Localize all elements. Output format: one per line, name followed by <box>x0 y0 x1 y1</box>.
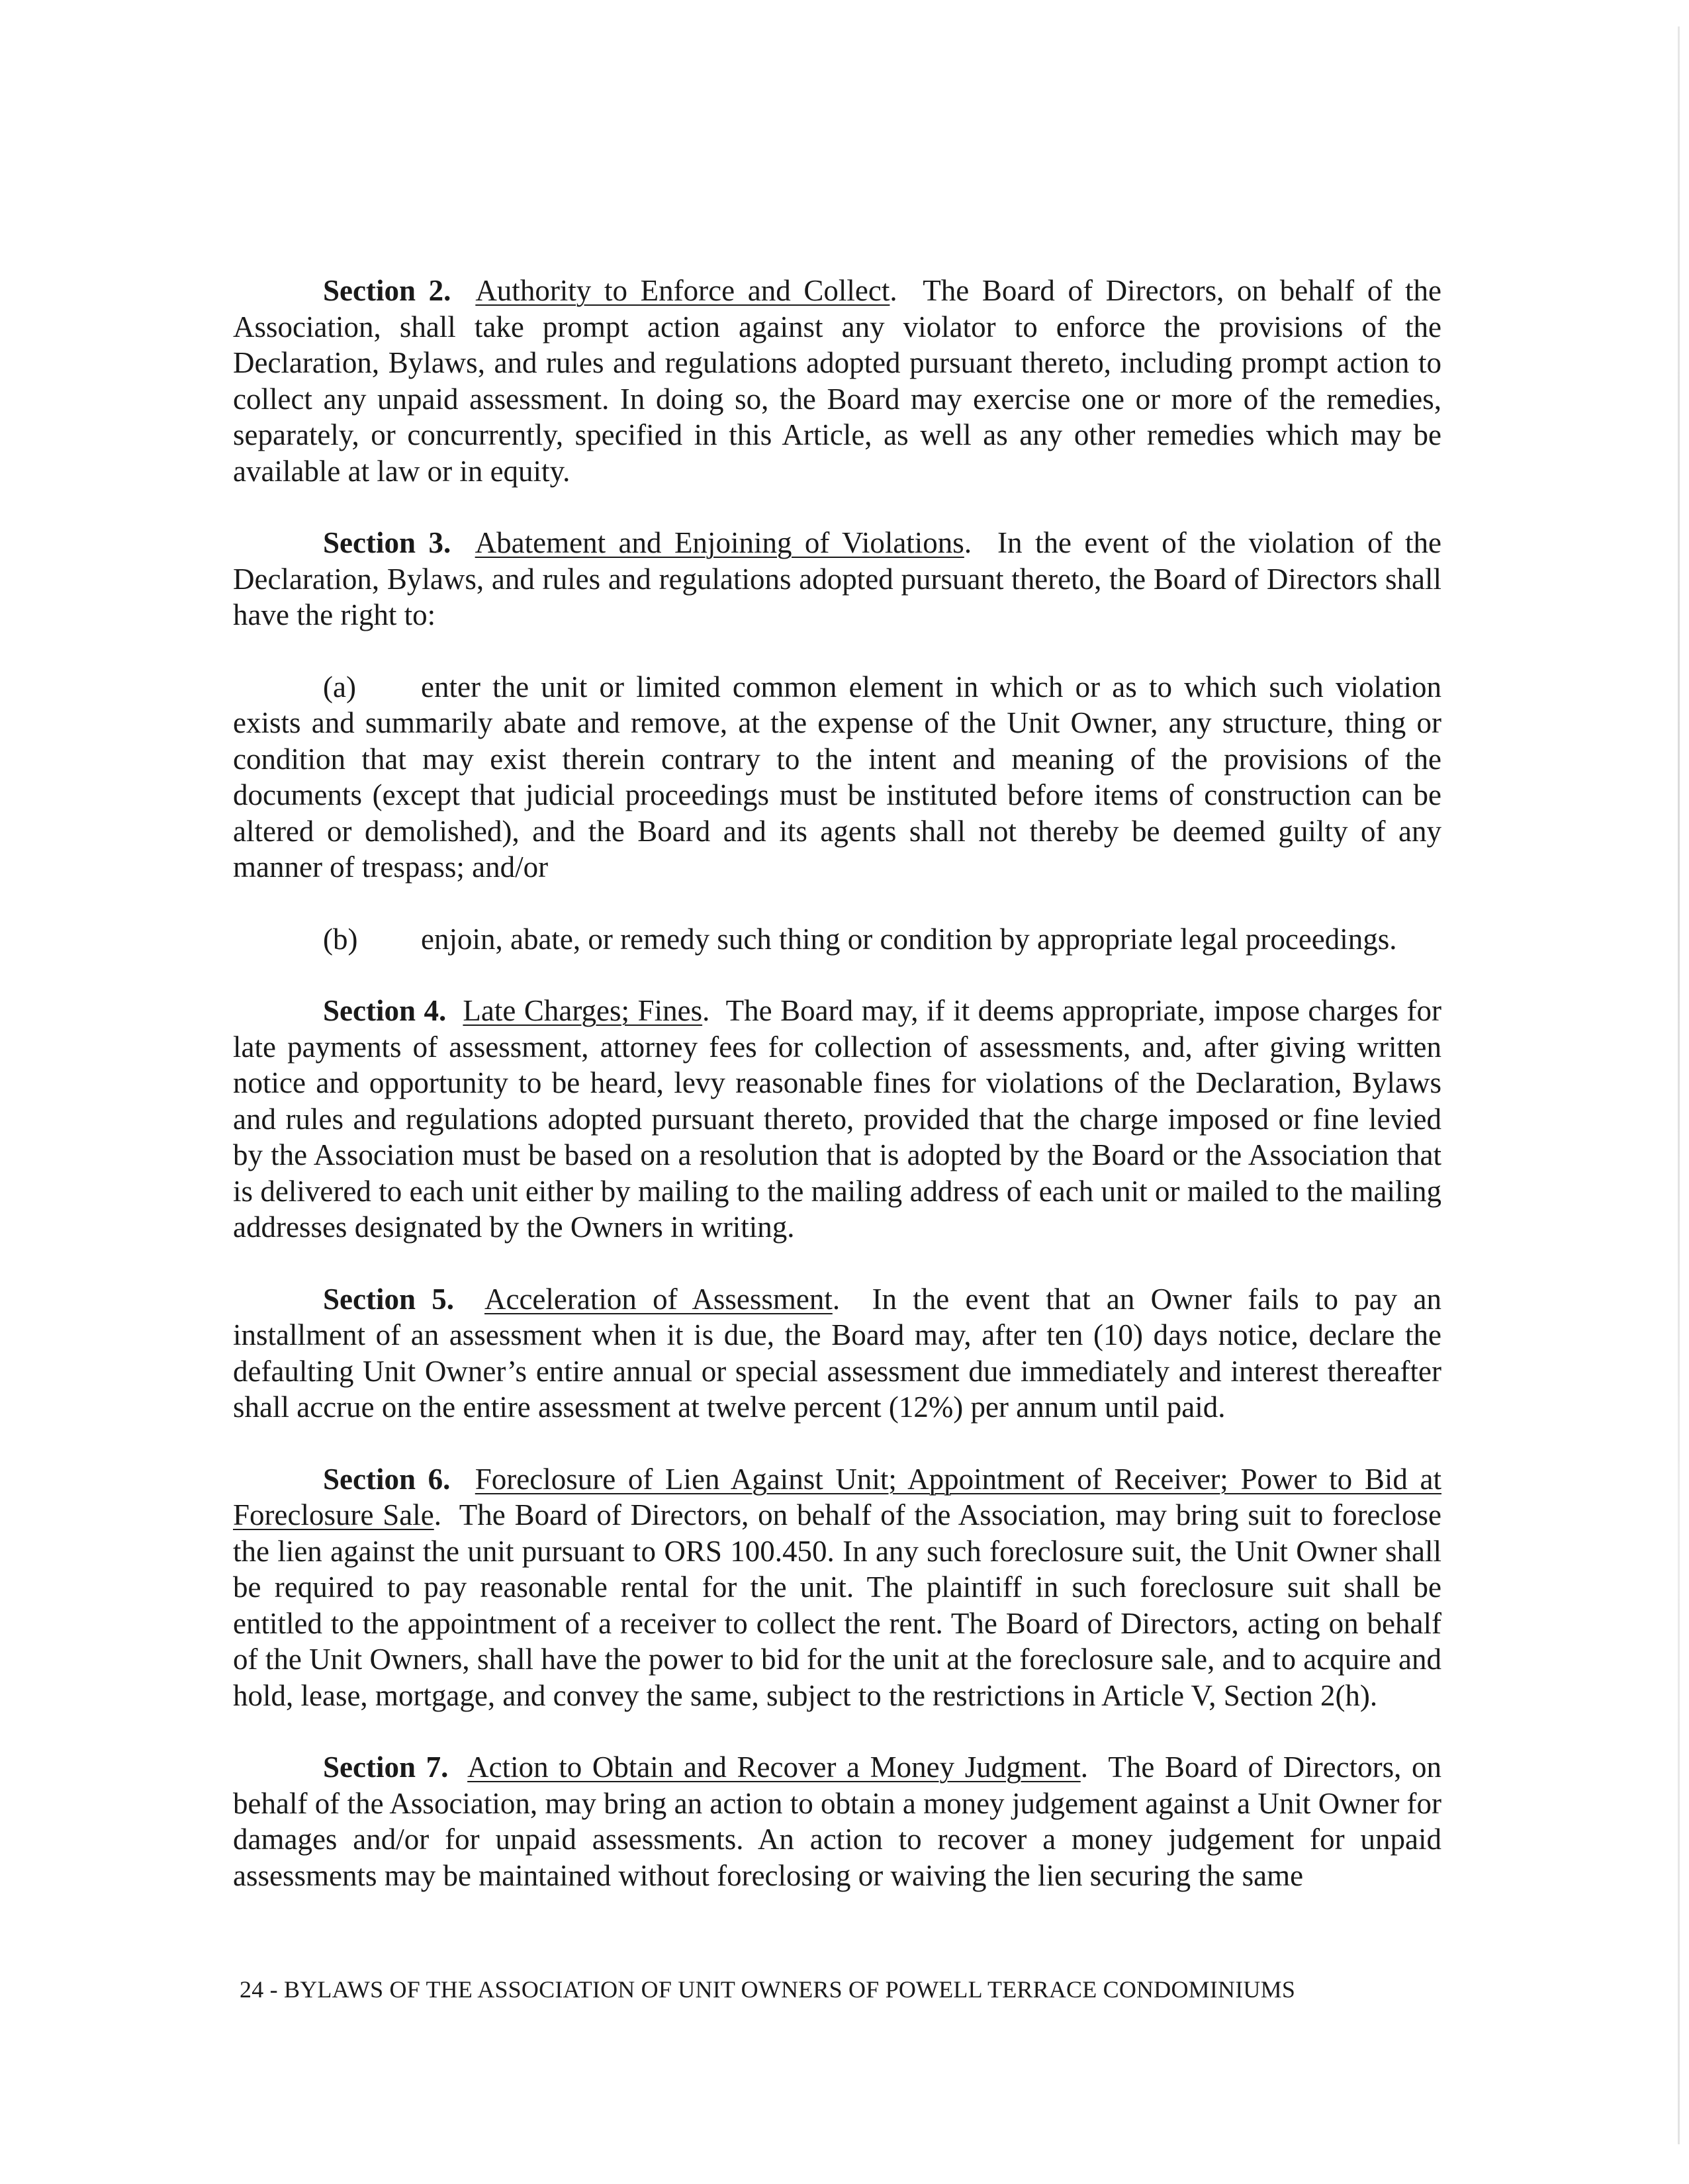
section-label: Section 5. <box>323 1282 454 1316</box>
section-heading: Foreclosure of Lien Against Unit; Appointment of Receiver; Power to Bid at Foreclosure Sale <box>233 1462 1441 1531</box>
section-2: Section 2. Authority to Enforce and Collect. The Board of Directors, on behalf of the Association, shall take prompt action against any violator to enforce the provisions of the Declaration, Bylaws, and rules and regulations adopted pursuant thereto, including prompt action to collect any unpaid assessment. In doing so, the Board may exercise one or more of the remedies, separately, or concurrently, specified in this Article, as well as any other remedies which may be available at law or in equity. <box>233 274 1441 488</box>
list-item-marker: (a) <box>323 670 356 704</box>
section-body: In the event of the violation of the Declaration, Bylaws, and rules and regulations adopted pursuant thereto, the Board of Directors shall have the right to: <box>233 526 1441 631</box>
section-heading: Abatement and Enjoining of Violations <box>475 526 964 559</box>
section-5: Section 5. Acceleration of Assessment. In the event that an Owner fails to pay an installment of an assessment when it is due, the Board may, after ten (10) days notice, declare the defaulting Unit Owner’s entire annual or special assessment due immediately and interest thereafter shall accrue on the entire assessment at twelve percent (12%) per annum until paid. <box>233 1282 1441 1424</box>
section-3: Section 3. Abatement and Enjoining of Violations. In the event of the violation of the Declaration, Bylaws, and rules and regulations adopted pursuant thereto, the Board of Directors shall have the right to: <box>233 526 1441 631</box>
section-body: In the event that an Owner fails to pay an installment of an assessment when it is due, the Board may, after ten (10) days notice, declare the defaulting Unit Owner’s entire annual or special assessment due immediately and interest thereafter shall accrue on the entire assessment at twelve percent (12%) per annum until paid. <box>233 1282 1441 1424</box>
section-6: Section 6. Foreclosure of Lien Against Unit; Appointment of Receiver; Power to Bid at Foreclosure Sale. The Board of Directors, on behalf of the Association, may bring suit to foreclose the lien against the unit pursuant to ORS 100.450. In any such foreclosure suit, the Unit Owner shall be required to pay reasonable rental for the unit. The plaintiff in such foreclosure suit shall be entitled to the appointment of a receiver to collect the rent. The Board of Directors, acting on behalf of the Unit Owners, shall have the power to bid for the unit at the foreclosure sale, and to acquire and hold, lease, mortgage, and convey the same, subject to the restrictions in Article V, Section 2(h). <box>233 1462 1441 1712</box>
section-body: The Board of Directors, on behalf of the Association, may bring suit to foreclose the lien against the unit pursuant to ORS 100.450. In any such foreclosure suit, the Unit Owner shall be required to pay reasonable rental for the unit. The plaintiff in such foreclosure suit shall be entitled to the appointment of a receiver to collect the rent. The Board of Directors, acting on behalf of the Unit Owners, shall have the power to bid for the unit at the foreclosure sale, and to acquire and hold, lease, mortgage, and convey the same, subject to the restrictions in Article V, Section 2(h). <box>233 1498 1441 1712</box>
section-body: The Board of Directors, on behalf of the Association, shall take prompt action against any violator to enforce the provisions of the Declaration, Bylaws, and rules and regulations adopted pursuant thereto, including prompt action to collect any unpaid assessment. In doing so, the Board may exercise one or more of the remedies, separately, or concurrently, specified in this Article, as well as any other remedies which may be available at law or in equity. <box>233 274 1441 488</box>
section-heading: Late Charges; Fines <box>463 994 703 1027</box>
list-item-marker: (b) <box>323 922 358 956</box>
section-4: Section 4. Late Charges; Fines. The Board may, if it deems appropriate, impose charges for late payments of assessment, attorney fees for collection of assessments, and, after giving written notice and opportunity to be heard, levy reasonable fines for violations of the Declaration, Bylaws and rules and regulations adopted pursuant thereto, provided that the charge imposed or fine levied by the Association must be based on a resolution that is adopted by the Board or the Association that is delivered to each unit either by mailing to the mailing address of each unit or mailed to the mailing addresses designated by the Owners in writing. <box>233 994 1442 1244</box>
section-label: Section 6. <box>323 1462 451 1496</box>
section-label: Section 4. <box>323 994 447 1027</box>
section-heading: Action to Obtain and Recover a Money Judgment <box>467 1751 1081 1784</box>
document-body <box>233 273 1441 1929</box>
list-item-text: enter the unit or limited common element in which or as to which such violation exists and summarily abate and remove, at the expense of the Unit Owner, any structure, thing or condition that may exist therein contrary to the intent and meaning of the provisions of the documents (except that judicial proceedings must be instituted before items of construction can be altered or demolished), and the Board and its agents shall not thereby be deemed guilty of any manner of trespass; and/or <box>233 670 1441 884</box>
section-label: Section 2. <box>323 274 451 307</box>
section-heading: Acceleration of Assessment <box>484 1282 833 1316</box>
section-label: Section 3. <box>323 526 451 559</box>
section-label: Section 7. <box>323 1751 449 1784</box>
section-body: The Board may, if it deems appropriate, impose charges for late payments of assessment, attorney fees for collection of assessments, and, after giving written notice and opportunity to be heard, levy reasonable fines for violations of the Declaration, Bylaws and rules and regulations adopted pursuant thereto, provided that the charge imposed or fine levied by the Association must be based on a resolution that is adopted by the Board or the Association that is delivered to each unit either by mailing to the mailing address of each unit or mailed to the mailing addresses designated by the Owners in writing. <box>233 994 1442 1244</box>
page-edge-shadow <box>1678 26 1680 2144</box>
list-item <box>233 669 1441 886</box>
page-footer: 24 - BYLAWS OF THE ASSOCIATION OF UNIT OWNERS OF POWELL TERRACE CONDOMINIUMS <box>240 1976 1296 2003</box>
section-body: The Board of Directors, on behalf of the Association, may bring an action to obtain a money judgement against a Unit Owner for damages and/or for unpaid assessments. An action to recover a money judgement for unpaid assessments may be maintained without foreclosing or waiving the lien securing the same <box>233 1751 1441 1892</box>
list-item-text: enjoin, abate, or remedy such thing or condition by appropriate legal proceedings. <box>421 922 1397 956</box>
list-item <box>233 921 1441 958</box>
section-7: Section 7. Action to Obtain and Recover a Money Judgment. The Board of Directors, on behalf of the Association, may bring an action to obtain a money judgement against a Unit Owner for damages and/or for unpaid assessments. An action to recover a money judgement for unpaid assessments may be maintained without foreclosing or waiving the lien securing the same <box>233 1751 1441 1892</box>
section-heading: Authority to Enforce and Collect <box>475 274 890 307</box>
